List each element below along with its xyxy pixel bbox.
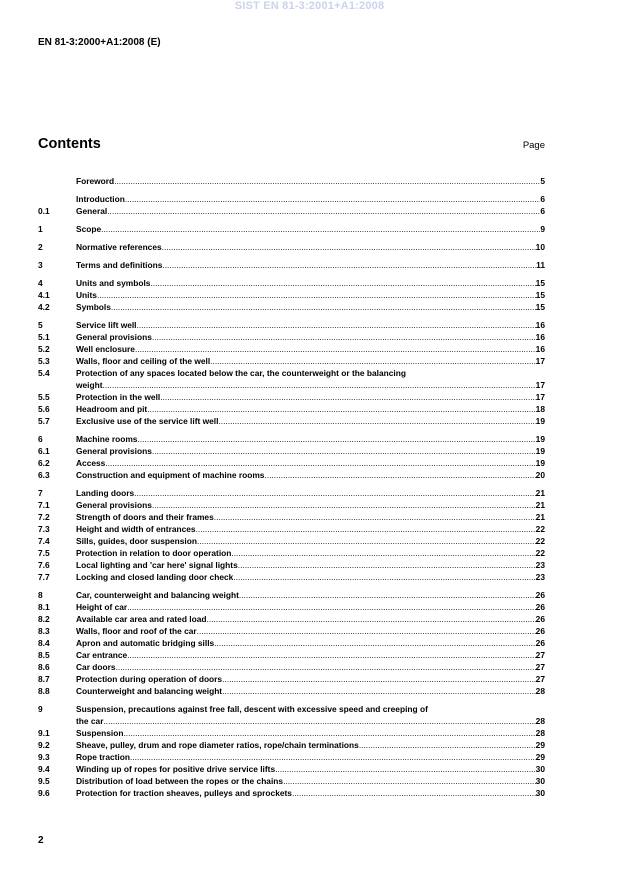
toc-entry-title: Scope	[76, 224, 102, 234]
toc-entry-title: Car entrance	[76, 650, 128, 660]
watermark: SIST EN 81-3:2001+A1:2008	[234, 0, 385, 12]
toc-entry-title: Available car area and rated load	[76, 614, 207, 624]
toc-entry-title: Machine rooms	[76, 434, 138, 444]
toc-entry-number: 4	[38, 278, 43, 288]
toc-entry[interactable]	[38, 343, 545, 355]
toc-entry[interactable]	[38, 601, 545, 613]
toc-entry[interactable]	[38, 355, 545, 367]
toc-entry[interactable]	[38, 241, 545, 253]
toc-entry-number: 6.1	[38, 446, 50, 456]
toc-entry-page: 26	[535, 602, 545, 612]
toc-entry-number: 7.5	[38, 548, 50, 558]
toc-entry-page: 16	[535, 320, 545, 330]
toc-entry-title: Strength of doors and their frames	[76, 512, 214, 522]
toc-entry-title: Height of car	[76, 602, 128, 612]
toc-entry-title: Construction and equipment of machine rooms	[76, 470, 265, 480]
toc-entry-page: 17	[535, 380, 545, 390]
dot-leader	[214, 637, 535, 649]
toc-entry[interactable]	[38, 205, 545, 217]
toc-entry[interactable]	[38, 637, 545, 649]
toc-entry-page: 5	[540, 176, 545, 186]
dot-leader	[123, 727, 535, 739]
dot-leader	[97, 289, 536, 301]
toc-entry-title: Foreword	[76, 176, 115, 186]
toc-entry-title: Units	[76, 290, 97, 300]
toc-entry-number: 4.2	[38, 302, 50, 312]
toc-entry-title: Sills, guides, door suspension	[76, 536, 197, 546]
toc-entry-page: 11	[536, 260, 545, 270]
toc-entry-title: Normative references	[76, 242, 162, 252]
toc-entry[interactable]	[38, 523, 545, 535]
toc-entry-number: 7.7	[38, 572, 50, 582]
dot-leader	[107, 205, 540, 217]
toc-entry-page: 30	[535, 776, 545, 786]
toc-entry-number: 5.1	[38, 332, 50, 342]
toc-entry-page: 26	[535, 626, 545, 636]
toc-entry-title: Distribution of load between the ropes or the chains	[76, 776, 284, 786]
toc-entry-title: Access	[76, 458, 106, 468]
dot-leader	[196, 523, 536, 535]
toc-entry-title: Units and symbols	[76, 278, 151, 288]
toc-entry-page: 6	[540, 194, 545, 204]
toc-entry-number: 9.2	[38, 740, 50, 750]
dot-leader	[231, 547, 535, 559]
toc-entry[interactable]	[38, 331, 545, 343]
toc-entry-page: 28	[535, 686, 545, 696]
toc-entry-number: 5	[38, 320, 43, 330]
toc-entry-title: Walls, floor and roof of the car	[76, 626, 197, 636]
toc-entry-page: 21	[535, 488, 545, 498]
toc-entry-title: Suspension	[76, 728, 124, 738]
toc-entry[interactable]	[38, 649, 545, 661]
toc-entry-number: 2	[38, 242, 43, 252]
toc-entry-number: 8.7	[38, 674, 50, 684]
toc-entry-page: 20	[535, 470, 545, 480]
toc-entry-number: 8.3	[38, 626, 50, 636]
toc-entry-number: 0.1	[38, 206, 50, 216]
toc-entry-number: 9.1	[38, 728, 50, 738]
toc-entry-page: 29	[535, 740, 545, 750]
toc-entry-page: 17	[535, 356, 545, 366]
toc-entry[interactable]	[38, 571, 545, 583]
dot-leader	[238, 559, 536, 571]
dot-leader	[130, 751, 536, 763]
toc-entry-page: 29	[535, 752, 545, 762]
toc-entry-number: 4.1	[38, 290, 50, 300]
toc-entry-number: 8.6	[38, 662, 50, 672]
dot-leader	[160, 391, 535, 403]
toc-entry-number: 9.5	[38, 776, 50, 786]
toc-entry-number: 7.1	[38, 500, 50, 510]
toc-entry[interactable]	[38, 277, 545, 289]
toc-entry-number: 5.7	[38, 416, 50, 426]
dot-leader	[152, 445, 536, 457]
toc-entry-title: Height and width of entrances	[76, 524, 196, 534]
dot-leader	[127, 649, 535, 661]
toc-entry-page: 23	[535, 560, 545, 570]
toc-entry-number: 8.2	[38, 614, 50, 624]
dot-leader	[137, 433, 535, 445]
toc-entry-page: 9	[540, 224, 545, 234]
dot-leader	[222, 673, 536, 685]
toc-entry[interactable]	[38, 223, 545, 235]
toc-entry[interactable]	[38, 301, 545, 313]
toc-entry-page: 21	[535, 512, 545, 522]
toc-entry-page: 23	[535, 572, 545, 582]
toc-entry-number: 3	[38, 260, 43, 270]
dot-leader	[127, 601, 535, 613]
toc-entry-number: 9.3	[38, 752, 50, 762]
toc-entry[interactable]	[38, 289, 545, 301]
dot-leader	[197, 625, 536, 637]
dot-leader	[103, 715, 535, 727]
dot-leader	[292, 787, 536, 799]
toc-entry-title: Car, counterweight and balancing weight	[76, 590, 239, 600]
dot-leader	[207, 613, 536, 625]
toc-entry-page: 26	[535, 590, 545, 600]
toc-entry-page: 28	[535, 716, 545, 726]
toc-entry[interactable]	[38, 193, 545, 205]
dot-leader	[218, 415, 535, 427]
toc-entry-page: 16	[535, 344, 545, 354]
toc-entry-page: 28	[535, 728, 545, 738]
toc-entry[interactable]	[38, 775, 545, 787]
toc-entry[interactable]	[38, 259, 545, 271]
toc-entry-title: Protection for traction sheaves, pulleys and sprockets	[76, 788, 292, 798]
toc-entry-number: 5.5	[38, 392, 50, 402]
toc-entry-title: Protection in the well	[76, 392, 161, 402]
dot-leader	[283, 775, 536, 787]
dot-leader	[222, 685, 536, 697]
toc-entry-page: 19	[535, 458, 545, 468]
toc-entry[interactable]	[38, 469, 545, 481]
dot-leader	[114, 175, 540, 187]
toc-entry-number: 8	[38, 590, 43, 600]
toc-entry-number: 8.4	[38, 638, 50, 648]
toc-entry-number: 7.4	[38, 536, 50, 546]
dot-leader	[152, 331, 536, 343]
toc-entry-page: 19	[535, 446, 545, 456]
toc-entry-page: 19	[535, 416, 545, 426]
dot-leader	[152, 499, 536, 511]
toc-entry[interactable]	[38, 661, 545, 673]
toc-entry-number: 8.5	[38, 650, 50, 660]
toc-entry-title: Service lift well	[76, 320, 137, 330]
toc-entry-page: 6	[540, 206, 545, 216]
table-of-contents	[38, 175, 545, 799]
toc-entry[interactable]	[38, 739, 545, 751]
dot-leader	[233, 571, 535, 583]
toc-entry[interactable]	[38, 589, 545, 601]
toc-entry-title: General provisions	[76, 500, 152, 510]
toc-entry[interactable]	[38, 685, 545, 697]
dot-leader	[275, 763, 536, 775]
dot-leader	[105, 457, 535, 469]
toc-entry-number: 9.6	[38, 788, 50, 798]
page-title: Contents	[38, 136, 101, 152]
toc-entry-title: Exclusive use of the service lift well	[76, 416, 219, 426]
toc-entry-page: 27	[535, 662, 545, 672]
toc-entry-title: Well enclosure	[76, 344, 135, 354]
dot-leader	[116, 661, 536, 673]
toc-entry[interactable]	[38, 613, 545, 625]
toc-entry-number: 8.8	[38, 686, 50, 696]
toc-entry-title: Protection in relation to door operation	[76, 548, 232, 558]
toc-entry-title: Protection during operation of doors	[76, 674, 223, 684]
dot-leader	[197, 535, 536, 547]
toc-entry-page: 27	[535, 674, 545, 684]
toc-entry[interactable]	[38, 727, 545, 739]
toc-entry-page: 30	[535, 788, 545, 798]
toc-entry-title: Suspension, precautions against free fall, descent with excessive speed and creeping of	[76, 704, 428, 714]
toc-entry-title: Protection of any spaces located below the car, the counterweight or the balancing	[76, 368, 406, 378]
toc-entry-page: 26	[535, 638, 545, 648]
toc-entry-title: Symbols	[76, 302, 111, 312]
page-column-label: Page	[522, 140, 545, 151]
toc-entry-page: 22	[535, 536, 545, 546]
toc-entry-page: 21	[535, 500, 545, 510]
toc-entry-number: 6.2	[38, 458, 50, 468]
toc-entry-number: 8.1	[38, 602, 50, 612]
toc-entry[interactable]	[38, 433, 545, 445]
toc-entry-title: Walls, floor and ceiling of the well	[76, 356, 211, 366]
toc-entry[interactable]	[38, 391, 545, 403]
toc-entry-number: 5.6	[38, 404, 50, 414]
dot-leader	[137, 319, 536, 331]
dot-leader	[134, 487, 536, 499]
toc-entry[interactable]	[38, 535, 545, 547]
toc-entry-title: Locking and closed landing door check	[76, 572, 234, 582]
toc-entry-page: 19	[535, 434, 545, 444]
toc-entry[interactable]	[38, 175, 545, 187]
toc-entry-page: 10	[535, 242, 545, 252]
toc-entry-title: General	[76, 206, 108, 216]
dot-leader	[101, 223, 540, 235]
toc-entry[interactable]	[38, 559, 545, 571]
toc-entry[interactable]	[38, 457, 545, 469]
toc-entry[interactable]	[38, 499, 545, 511]
toc-entry-page: 15	[535, 278, 545, 288]
page-number: 2	[38, 835, 44, 846]
toc-entry-page: 18	[535, 404, 545, 414]
toc-entry[interactable]	[38, 751, 545, 763]
toc-entry-title: Car doors	[76, 662, 116, 672]
toc-entry[interactable]	[38, 787, 545, 799]
dot-leader	[210, 355, 536, 367]
dot-leader	[147, 403, 535, 415]
toc-entry-page: 22	[535, 548, 545, 558]
dot-leader	[359, 739, 536, 751]
toc-entry-title: weight	[76, 380, 103, 390]
toc-entry-page: 26	[535, 614, 545, 624]
toc-entry-number: 5.2	[38, 344, 50, 354]
toc-entry[interactable]	[38, 403, 545, 415]
toc-entry-page: 15	[535, 290, 545, 300]
toc-entry[interactable]	[38, 445, 545, 457]
dot-leader	[103, 379, 536, 391]
dot-leader	[214, 511, 536, 523]
toc-entry-title: Rope traction	[76, 752, 130, 762]
toc-entry[interactable]	[38, 367, 545, 391]
toc-entry[interactable]	[38, 511, 545, 523]
toc-entry-title: Terms and definitions	[76, 260, 163, 270]
toc-entry-number: 7.3	[38, 524, 50, 534]
toc-entry-title: Counterweight and balancing weight	[76, 686, 223, 696]
toc-entry[interactable]	[38, 763, 545, 775]
toc-entry-number: 5.4	[38, 368, 50, 378]
toc-entry-title: the car	[76, 716, 104, 726]
toc-entry-page: 16	[535, 332, 545, 342]
dot-leader	[162, 241, 536, 253]
toc-entry-title: General provisions	[76, 332, 152, 342]
toc-entry-number: 1	[38, 224, 43, 234]
toc-entry-title: Sheave, pulley, drum and rope diameter ratios, rope/chain terminations	[76, 740, 359, 750]
toc-entry-number: 6	[38, 434, 43, 444]
dot-leader	[111, 301, 536, 313]
toc-entry-title: Landing doors	[76, 488, 135, 498]
toc-entry[interactable]	[38, 547, 545, 559]
toc-entry-number: 6.3	[38, 470, 50, 480]
dot-leader	[150, 277, 535, 289]
document-id: EN 81-3:2000+A1:2008 (E)	[38, 37, 161, 48]
toc-entry-title: General provisions	[76, 446, 152, 456]
toc-entry-page: 30	[535, 764, 545, 774]
dot-leader	[264, 469, 535, 481]
toc-entry-number: 7.6	[38, 560, 50, 570]
dot-leader	[135, 343, 536, 355]
toc-entry-page: 17	[535, 392, 545, 402]
toc-entry-page: 22	[535, 524, 545, 534]
toc-entry-title: Introduction	[76, 194, 125, 204]
dot-leader	[239, 589, 536, 601]
toc-entry[interactable]	[38, 487, 545, 499]
toc-entry[interactable]	[38, 415, 545, 427]
toc-entry[interactable]	[38, 673, 545, 685]
dot-leader	[125, 193, 540, 205]
toc-entry[interactable]	[38, 703, 545, 727]
toc-entry-page: 15	[535, 302, 545, 312]
toc-entry-number: 7	[38, 488, 43, 498]
toc-entry-title: Headroom and pit	[76, 404, 148, 414]
toc-entry-title: Winding up of ropes for positive drive service lifts	[76, 764, 276, 774]
toc-entry-page: 27	[535, 650, 545, 660]
toc-entry-number: 7.2	[38, 512, 50, 522]
toc-entry-title: Local lighting and 'car here' signal lights	[76, 560, 238, 570]
toc-entry-number: 9	[38, 704, 43, 714]
toc-entry-number: 5.3	[38, 356, 50, 366]
toc-entry[interactable]	[38, 319, 545, 331]
toc-entry[interactable]	[38, 625, 545, 637]
toc-entry-title: Apron and automatic bridging sills	[76, 638, 215, 648]
dot-leader	[162, 259, 536, 271]
toc-entry-number: 9.4	[38, 764, 50, 774]
